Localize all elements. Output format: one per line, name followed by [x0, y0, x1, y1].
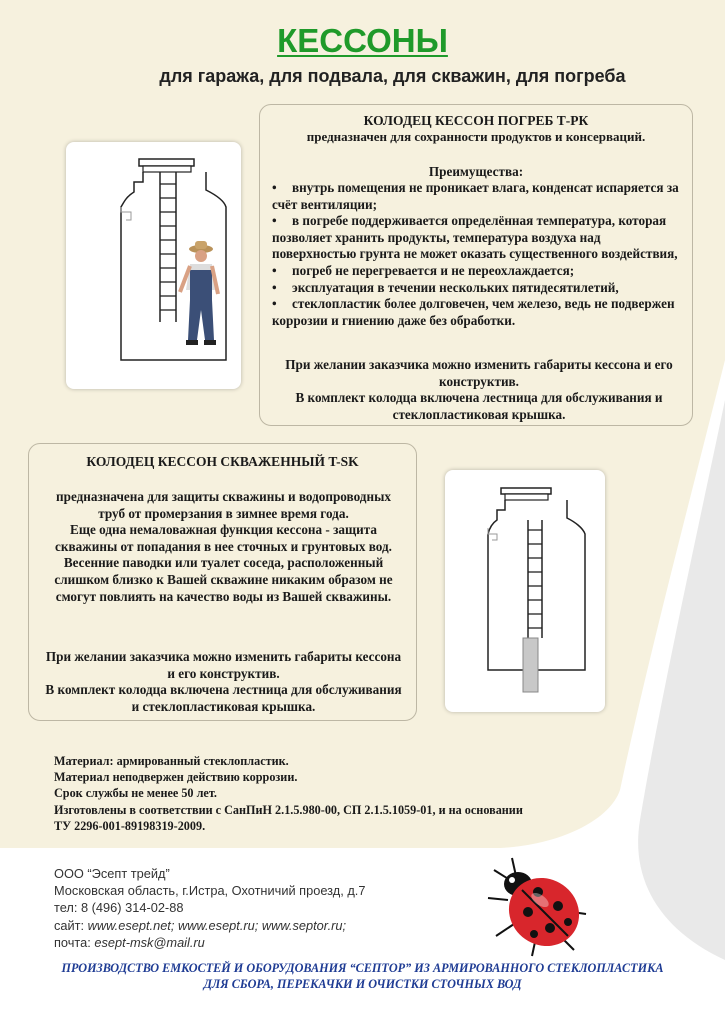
cellar-caisson-intro: предназначен для сохранности продуктов и консерваций.: [306, 129, 646, 144]
well-caisson-illustration: [445, 470, 605, 712]
contact-block: [54, 865, 474, 951]
advantages-heading: Преимущества:: [428, 164, 524, 179]
website-line: сайт: www.esept.net; www.esept.ru; www.septor.ru;: [54, 917, 347, 933]
material-info: Материал: армированный стеклопластик. Материал неподвержен действию коррозии. Срок службы не менее 50 лет. Изготовлены в соответствии с СанПиН 2.1.5.980-00, СП 2.1.5.1059-01, и на основании ТУ 2296-001-89198319-2009.: [54, 754, 523, 833]
phone: тел: 8 (496) 314-02-88: [54, 900, 184, 916]
list-item: • погреб не перегревается и не переохлаждается;: [272, 262, 575, 278]
list-item: • стеклопластик более долговечен, чем железо, ведь не подвержен коррозии и гниению даже без обработки.: [272, 296, 675, 328]
cellar-caisson-section: [259, 104, 693, 426]
well-caisson-notes: При желании заказчика можно изменить габариты кессона и его конструктив. В комплект колодца включена лестница для обслуживания и стеклопластиковая крышка.: [45, 649, 402, 714]
email-line: почта: esept-msk@mail.ru: [54, 934, 205, 950]
advantages-list: [272, 180, 684, 329]
cellar-caisson-notes: При желании заказчика можно изменить габариты кессона и его конструктив. В комплект колодца включена лестница для обслуживания и стеклопластиковая крышка.: [285, 357, 673, 422]
address: Московская область, г.Истра, Охотничий проезд, д.7: [54, 883, 366, 899]
cellar-caisson-illustration: [66, 142, 241, 389]
footer-banner: ПРОИЗВОДСТВО ЕМКОСТЕЙ И ОБОРУДОВАНИЯ “СЕПТОР” ИЗ АРМИРОВАННОГО СТЕКЛОПЛАСТИКА ДЛЯ СБОРА, ПЕРЕКАЧКИ И ОЧИСТКИ СТОЧНЫХ ВОД: [61, 961, 664, 991]
page-title: КЕССОНЫ: [277, 22, 448, 59]
list-item: • в погребе поддерживается определённая температура, которая позволяет хранить продукты, температура воздуха над поверхностью грунта не может оказать существенного воздействия,: [272, 213, 678, 262]
well-caisson-title: КОЛОДЕЦ КЕССОН СКВАЖЕННЫЙ T-SK: [86, 454, 359, 469]
list-item: • эксплуатация в течении нескольких пятидесятилетий,: [272, 279, 619, 295]
website-links[interactable]: www.esept.net; www.esept.ru; www.septor.ru;: [87, 917, 347, 933]
well-caisson-section: [28, 443, 417, 721]
list-item: • внутрь помещения не проникает влага, конденсат испаряется за счёт вентиляции;: [272, 180, 679, 212]
well-caisson-description: предназначена для защиты скважины и водопроводных труб от промерзания в зимнее время года. Еще одна немаловажная функция кессона - защита скважины от попадания в нее сточных и грунтовых вод. Весенние паводки или туалет соседа, расположенный слишком близко к Вашей скважине никаким образом не смогут повлиять на качество воды из Вашей скважины.: [54, 489, 393, 604]
email-link[interactable]: esept-msk@mail.ru: [94, 934, 205, 950]
company-name: ООО “Эсепт трейд”: [54, 866, 170, 881]
page-subtitle: для гаража, для подвала, для скважин, для погреба: [159, 66, 626, 86]
ladybug-icon: [480, 850, 590, 960]
cellar-caisson-title: КОЛОДЕЦ КЕССОН ПОГРЕБ Т-РК: [363, 113, 589, 128]
